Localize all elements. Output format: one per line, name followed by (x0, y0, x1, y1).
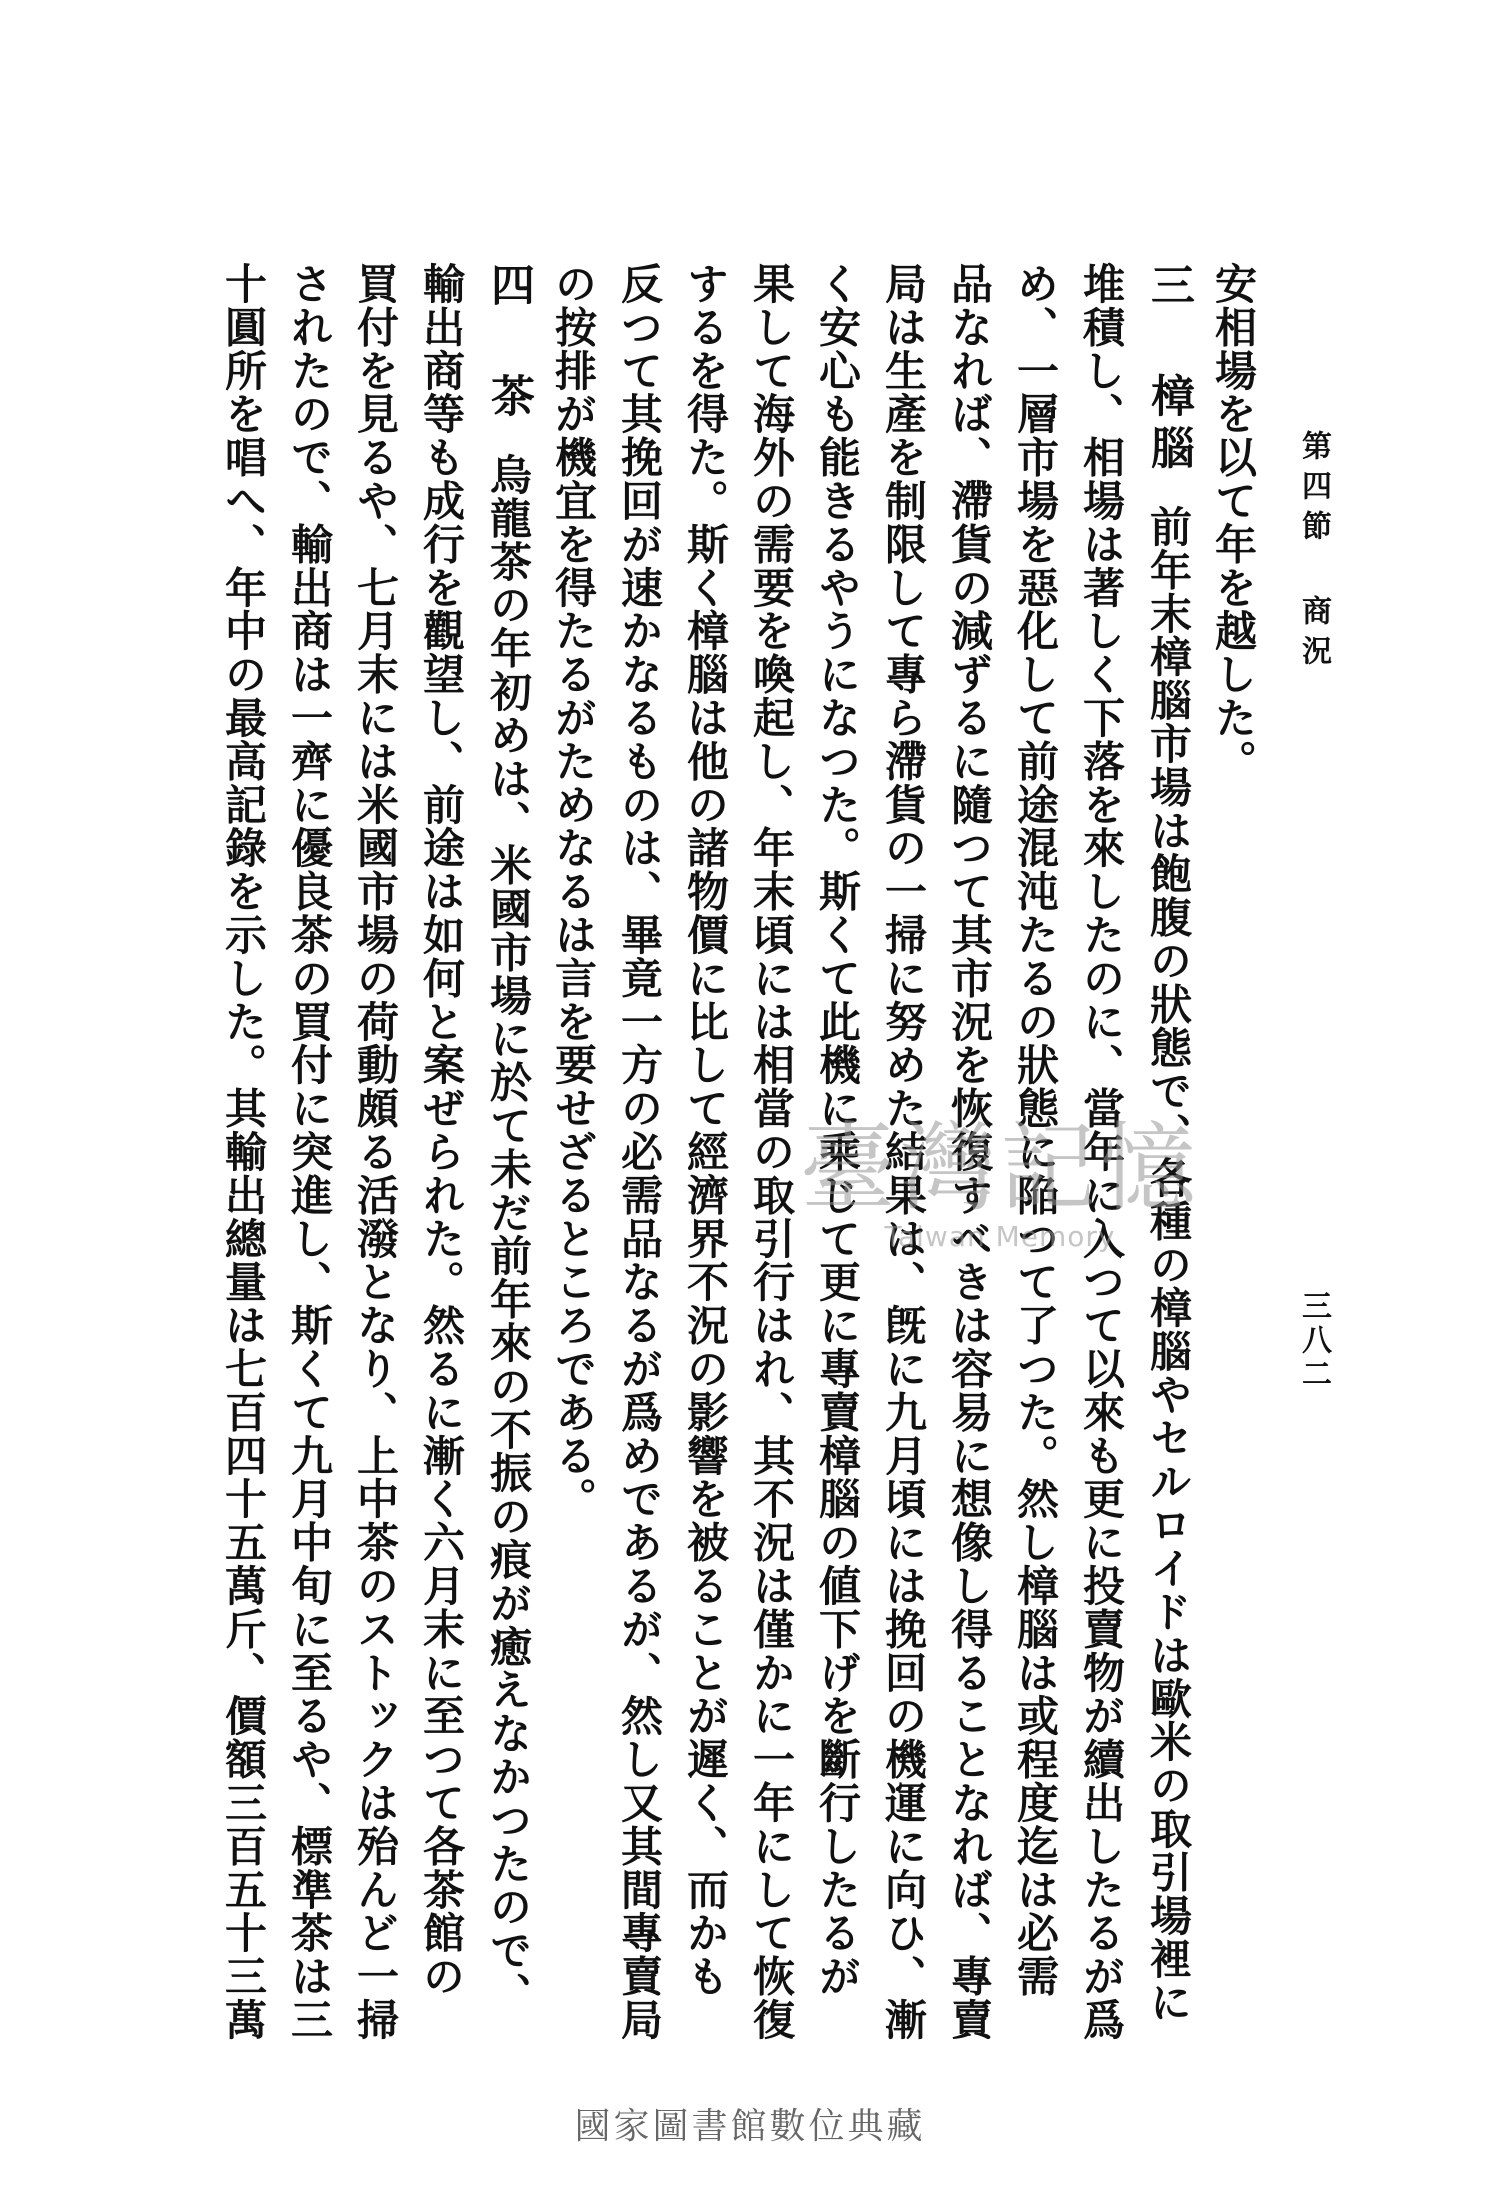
column-text: するを得た。斯く樟腦は他の諸物價に比して經濟界不況の影響を被ることが遲く、而かも (681, 262, 730, 1998)
column-text: 果して海外の需要を喚起し、年末頃には相當の取引行はれ、其不況は僅かに一年にして恢復 (747, 262, 796, 2042)
column-text: 安相場を以て年を越した。 (1209, 262, 1258, 783)
running-head: 第四節 商況 (1296, 430, 1331, 675)
column-text: 買付を見るや、七月末には米國市場の荷動頗る活潑となり、上中茶のストックは殆んど一掃 (351, 262, 400, 2042)
column-text: 品なれば、滯貨の減ずるに隨つて其市況を恢復すべきは容易に想像し得ることなれば、專賣 (945, 262, 994, 2042)
column-text: 前年末樟腦市場は飽腹の狀態で、各種の樟腦やセルロイドは歐米の取引場裡に (1144, 505, 1193, 2024)
text-column (1011, 262, 1060, 1998)
column-text: 堆積し、相場は著しく下落を來したのに、當年に入つて以來も更に投賣物が續出したるが爲 (1077, 262, 1126, 2042)
column-text: 反つて其挽回が速かなるものは、畢竟一方の必需品なるが爲めであるが、然し又其間專賣局 (615, 262, 664, 2042)
text-column (747, 262, 796, 2042)
text-column (417, 262, 466, 1998)
text-column (1209, 262, 1258, 783)
text-column (681, 262, 730, 1998)
column-text: 輸出商等も成行を觀望し、前途は如何と案ぜられた。然るに漸く六月末に至つて各茶館の (417, 262, 466, 1998)
text-column (615, 262, 664, 2042)
watermark-subtitle: Taiwan Memory (884, 1220, 1116, 1253)
text-column (483, 262, 534, 2016)
column-text: め、一層市場を惡化して前途混沌たるの狀態に陥つて了つた。然し樟腦は或程度迄は必需 (1011, 262, 1060, 1998)
text-column (219, 262, 268, 2042)
text-column (879, 262, 928, 2042)
section-heading: 三 樟腦 (1143, 262, 1194, 477)
page-number: 三八二 (1296, 1290, 1331, 1392)
section-heading: 四 茶 (483, 262, 534, 425)
text-column (1143, 262, 1194, 2024)
column-text: 烏龍茶の年初めは、米國市場に於て未だ前年來の不振の痕が癒えなかつたので、 (484, 453, 533, 2016)
column-text: 局は生產を制限して專ら滯貨の一掃に努めた結果は、旣に九月頃には挽回の機運に向ひ、漸 (879, 262, 928, 2042)
text-column (285, 262, 334, 2042)
column-text: の按排が機宜を得たるがためなるは言を要せざるところである。 (549, 262, 598, 1521)
archive-footer: 國家圖書館數位典藏 (574, 2106, 926, 2147)
column-text: く安心も能きるやうになつた。斯くて此機に乘じて更に專賣樟腦の値下げを斷行したるが (813, 262, 862, 1998)
text-column (945, 262, 994, 2042)
text-column (813, 262, 862, 1998)
column-text: されたので、輸出商は一齊に優良茶の買付に突進し、斯くて九月中旬に至るや、標準茶は三 (285, 262, 334, 2042)
text-column (351, 262, 400, 2042)
text-column (549, 262, 598, 1521)
column-text: 十圓所を唱へ、年中の最高記錄を示した。其輸出總量は七百四十五萬斤、價額三百五十三萬 (219, 262, 268, 2042)
text-column (1077, 262, 1126, 2042)
watermark-title: 臺灣記憶 (800, 1112, 1200, 1224)
